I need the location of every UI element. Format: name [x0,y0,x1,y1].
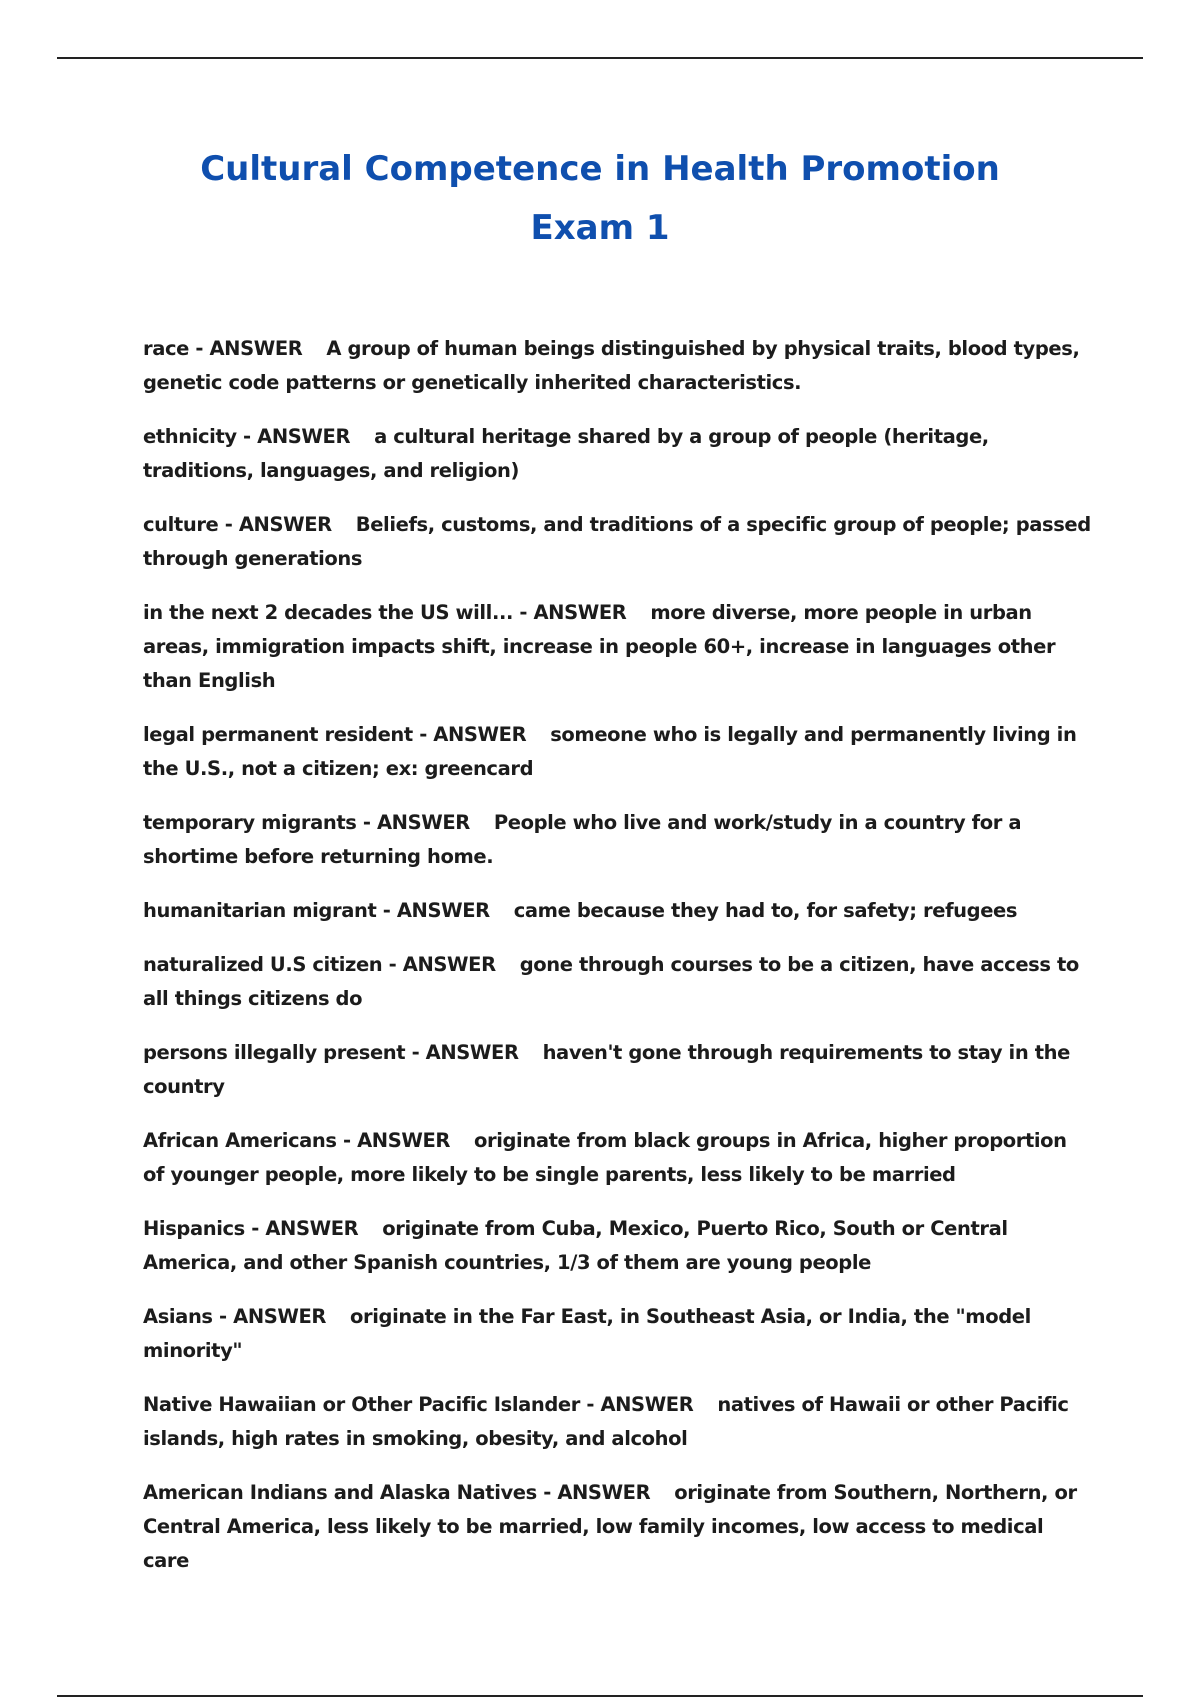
list-item: humanitarian migrant - ANSWER came because they had to, for safety; refugees [143,899,1018,922]
entry-answer: Beliefs, customs, and traditions of a specific group of people; passed through generations [143,513,1091,570]
entry-answer: someone who is legally and permanently living in the U.S., not a citizen; ex: greencard [143,723,1077,780]
answer-label: ANSWER [238,513,332,536]
document-title [100,140,1100,258]
list-item: Hispanics - ANSWER originate from Cuba, Mexico, Puerto Rico, South or Central America, and other Spanish countries, 1/3 of them are young people [143,1217,1008,1274]
entry-term: culture [143,513,219,536]
answer-label: ANSWER [402,953,496,976]
list-item: American Indians and Alaska Natives - ANSWER originate from Southern, Northern, or Central America, less likely to be married, low family incomes, low access to medical care [143,1481,1077,1572]
entry-term: Asians [143,1305,213,1328]
answer-label: ANSWER [265,1217,359,1240]
entry-answer: haven't gone through requirements to stay in the country [143,1041,1070,1098]
entry-answer: originate from Cuba, Mexico, Puerto Rico, South or Central America, and other Spanish countries, 1/3 of them are young people [143,1217,1008,1274]
entry-term: Hispanics [143,1217,245,1240]
list-item: Native Hawaiian or Other Pacific Islander - ANSWER natives of Hawaii or other Pacific islands, high rates in smoking, obesity, and alcohol [143,1393,1069,1450]
answer-label: ANSWER [433,723,527,746]
answer-label: ANSWER [600,1393,694,1416]
entry-term: persons illegally present [143,1041,406,1064]
answer-label: ANSWER [357,1129,450,1152]
list-item: naturalized U.S citizen - ANSWER gone through courses to be a citizen, have access to all things citizens do [143,953,1079,1010]
answer-label: ANSWER [209,337,303,360]
entry-term: American Indians and Alaska Natives [143,1481,537,1504]
entry-term: race [143,337,189,360]
answer-label: ANSWER [233,1305,327,1328]
entry-answer: came because they had to, for safety; refugees [513,899,1018,922]
entry-answer: A group of human beings distinguished by physical traits, blood types, genetic code patterns or genetically inherited characteristics. [143,337,1080,394]
answer-label: ANSWER [376,811,470,834]
title-line-1: Cultural Competence in Health Promotion [200,149,1000,189]
entry-answer: originate from black groups in Africa, higher proportion of younger people, more likely to be single parents, less likely to be married [143,1129,1067,1186]
entry-term: Native Hawaiian or Other Pacific Islander [143,1393,580,1416]
list-item: legal permanent resident - ANSWER someone who is legally and permanently living in the U.S., not a citizen; ex: greencard [143,723,1077,780]
answer-label: ANSWER [533,601,627,624]
top-rule [57,57,1143,59]
title-line-2: Exam 1 [530,208,670,248]
answer-label: ANSWER [425,1041,519,1064]
entry-term: in the next 2 decades the US will... [143,601,513,624]
entry-answer: People who live and work/study in a country for a shortime before returning home. [143,811,1022,868]
flashcard-list [143,332,1093,1598]
answer-label: ANSWER [396,899,490,922]
entry-term: legal permanent resident [143,723,413,746]
entry-answer: originate from Southern, Northern, or Central America, less likely to be married, low family incomes, low access to medical care [143,1481,1077,1572]
entry-answer: a cultural heritage shared by a group of people (heritage, traditions, languages, and religion) [143,425,989,482]
entry-term: humanitarian migrant [143,899,377,922]
entry-term: naturalized U.S citizen [143,953,383,976]
list-item: in the next 2 decades the US will... - ANSWER more diverse, more people in urban areas, immigration impacts shift, increase in people 60+, increase in languages other than English [143,601,1056,692]
entry-term: ethnicity [143,425,237,448]
list-item: race - ANSWER A group of human beings distinguished by physical traits, blood types, genetic code patterns or genetically inherited characteristics. [143,337,1080,394]
list-item: Asians - ANSWER originate in the Far East, in Southeast Asia, or India, the "model minority" [143,1305,1031,1362]
entry-answer: natives of Hawaii or other Pacific islands, high rates in smoking, obesity, and alcohol [143,1393,1069,1450]
list-item: ethnicity - ANSWER a cultural heritage shared by a group of people (heritage, traditions, languages, and religion) [143,425,989,482]
answer-label: ANSWER [557,1481,651,1504]
entry-answer: originate in the Far East, in Southeast Asia, or India, the "model minority" [143,1305,1031,1362]
bottom-rule [57,1695,1143,1697]
answer-label: ANSWER [257,425,351,448]
list-item: African Americans - ANSWER originate from black groups in Africa, higher proportion of younger people, more likely to be single parents, less likely to be married [143,1129,1067,1186]
list-item: persons illegally present - ANSWER haven't gone through requirements to stay in the country [143,1041,1070,1098]
entry-term: temporary migrants [143,811,357,834]
entry-term: African Americans [143,1129,337,1152]
list-item: culture - ANSWER Beliefs, customs, and traditions of a specific group of people; passed through generations [143,513,1091,570]
entry-answer: gone through courses to be a citizen, have access to all things citizens do [143,953,1079,1010]
list-item: temporary migrants - ANSWER People who live and work/study in a country for a shortime before returning home. [143,811,1022,868]
entry-answer: more diverse, more people in urban areas, immigration impacts shift, increase in people 60+, increase in languages other than English [143,601,1056,692]
